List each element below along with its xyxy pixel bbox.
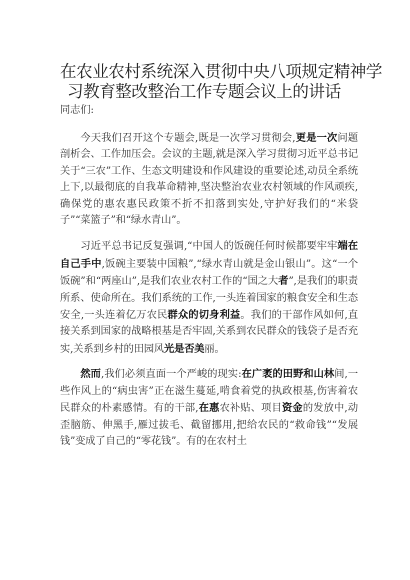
emphasis-segment: 端在自己手中: [60, 240, 358, 270]
emphasis-segment: 然而: [80, 368, 101, 381]
text-segment: 今天我们召开这个专题会,既是一次学习贯彻会,: [80, 133, 296, 144]
emphasis-segment: 在广袤的田野和山林: [241, 368, 335, 381]
text-segment: ,我们必须直面一个严峻的现实:: [100, 369, 242, 381]
salutation: 同志们:: [60, 105, 94, 116]
text-segment: ,饭碗主要装中国粮”,“绿水青山就是金山银山”。这“一个饭碗”和“两座山”,是我们农业农村工作的“国之大: [60, 258, 358, 288]
emphasis-segment: 群众的切身利益: [167, 309, 241, 322]
paragraph-problems: [60, 366, 358, 450]
emphasis-segment: 在惠: [198, 402, 220, 415]
emphasis-segment: 更是一次: [295, 132, 338, 144]
emphasis-segment: 资金: [282, 402, 303, 415]
emphasis-segment: 光是否美: [164, 342, 205, 355]
text-segment: 习近平总书记反复强调,“中国人的饭碗任何时候都要牢牢: [80, 241, 338, 253]
emphasis-segment: 者: [278, 275, 289, 288]
paragraph-intro: [60, 130, 358, 229]
document-page: [60, 62, 383, 450]
document-title: [60, 62, 383, 102]
text-segment: 农补贴、项目: [219, 403, 282, 415]
text-segment: 问题剖析会、工作加压会。会议的主题,就是深入学习贯彻习近平总书记关于“三农”工作、生态文明建设和作风建设的重要论述,动员全系统上下,以最彻底的自我革命精神,坚决整治农业农村领域的作风顽疾,确保党的惠农惠民政策不折不扣落到实处,守护好我们的“米袋子”“菜篮子”和“绿水青山”。: [60, 133, 358, 227]
text-segment: ”,是我们的职责所系、使命所在。我们系统的工作,一头连着国家的粮食安全和生态安全,一头连着亿万农民: [60, 276, 358, 322]
text-segment: 间,一些作风上的“病虫害”正在滋生蔓延,啃食着党的执政根基,伤害着农民群众的朴素感情。有的干部,: [60, 369, 358, 415]
text-segment: 的发放中,动歪脑筋、伸黑手,雁过拔毛、截留挪用,把给农民的“救命钱”“发展钱”变成了自己的“零花钱”。有的在农村土: [60, 403, 358, 447]
text-segment: 。我们的干部作风如何,直接关系到国家的战略根基是否牢固,关系到农民群众的钱袋子是否充实,关系到乡村的田园风: [60, 310, 358, 355]
title-line-2: 习教育整改整治工作专题会议上的讲话: [67, 82, 341, 101]
paragraph-mission: [60, 238, 358, 358]
title-line-1: 在农业农村系统深入贯彻中央八项规定精神学: [60, 62, 383, 81]
text-segment: 丽。: [204, 343, 225, 355]
